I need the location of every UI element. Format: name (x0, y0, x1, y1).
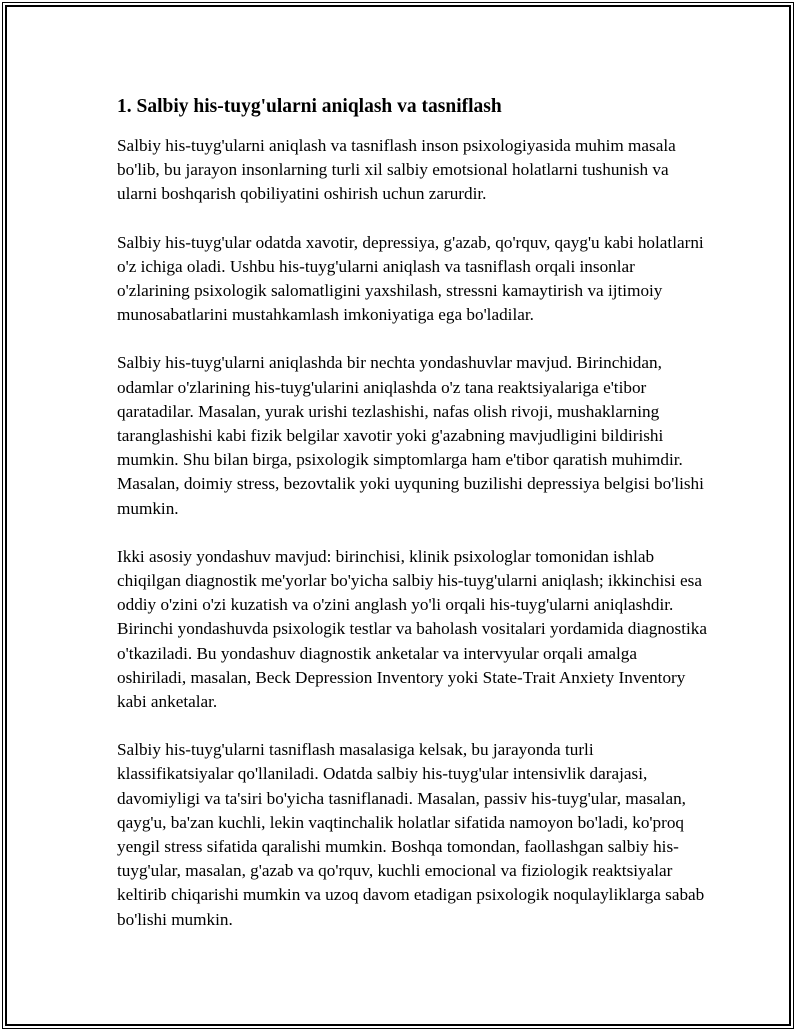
section-heading: 1. Salbiy his-tuyg'ularni aniqlash va tasniflash (117, 96, 502, 117)
document-body (117, 94, 707, 956)
paragraph: Salbiy his-tuyg'ularni aniqlash va tasniflash inson psixologiyasida muhim masala bo'lib, bu jarayon insonlarning turli xil salbiy emotsional holatlarni tushunish va ularni boshqarish qobiliyatini oshirish uchun zarurdir. (117, 136, 676, 204)
paragraph: Salbiy his-tuyg'ularni tasniflash masalasiga kelsak, bu jarayonda turli klassifikatsiyalar qo'llaniladi. Odatda salbiy his-tuyg'ular intensivlik darajasi, davomiyligi va ta'siri bo'yicha tasniflanadi. Masalan, passiv his-tuyg'ular, masalan, qayg'u, ba'zan kuchli, lekin vaqtinchalik holatlar sifatida namoyon bo'ladi, ko'proq yengil stress sifatida qaralishi mumkin. Boshqa tomondan, faollashgan salbiy his-tuyg'ular, masalan, g'azab va qo'rquv, kuchli emocional va fiziologik reaktsiyalar keltirib chiqarishi mumkin va uzoq davom etadigan psixologik noqulayliklarga sabab bo'lishi mumkin. (117, 740, 705, 929)
paragraph: Salbiy his-tuyg'ularni aniqlashda bir nechta yondashuvlar mavjud. Birinchidan, odamlar o'zlarining his-tuyg'ularini aniqlashda o'z tana reaktsiyalariga e'tibor qaratadilar. Masalan, yurak urishi tezlashishi, nafas olish rivoji, mushaklarning taranglashishi kabi fizik belgilar xavotir yoki g'azabning mavjudligini bildirishi mumkin. Shu bilan birga, psixologik simptomlarga ham e'tibor qaratish muhimdir. Masalan, doimiy stress, bezovtalik yoki uyquning buzilishi depressiya belgisi bo'lishi mumkin. (117, 353, 704, 518)
paragraph: Ikki asosiy yondashuv mavjud: birinchisi, klinik psixologlar tomonidan ishlab chiqilgan diagnostik me'yorlar bo'yicha salbiy his-tuyg'ularni aniqlash; ikkinchisi esa oddiy o'zini o'zi kuzatish va o'zini anglash yo'li orqali his-tuyg'ularni aniqlashdir. Birinchi yondashuvda psixologik testlar va baholash vositalari yordamida diagnostika o'tkaziladi. Bu yondashuv diagnostik anketalar va intervyular orqali amalga oshiriladi, masalan, Beck Depression Inventory yoki State-Trait Anxiety Inventory kabi anketalar. (117, 546, 707, 712)
paragraph: Salbiy his-tuyg'ular odatda xavotir, depressiya, g'azab, qo'rquv, qayg'u kabi holatlarni o'z ichiga oladi. Ushbu his-tuyg'ularni aniqlash va tasniflash orqali insonlar o'zlarining psixologik salomatligini yaxshilash, stressni kamaytirish va ijtimoiy munosabatlarini mustahkamlash imkoniyatiga ega bo'ladilar. (117, 232, 704, 325)
